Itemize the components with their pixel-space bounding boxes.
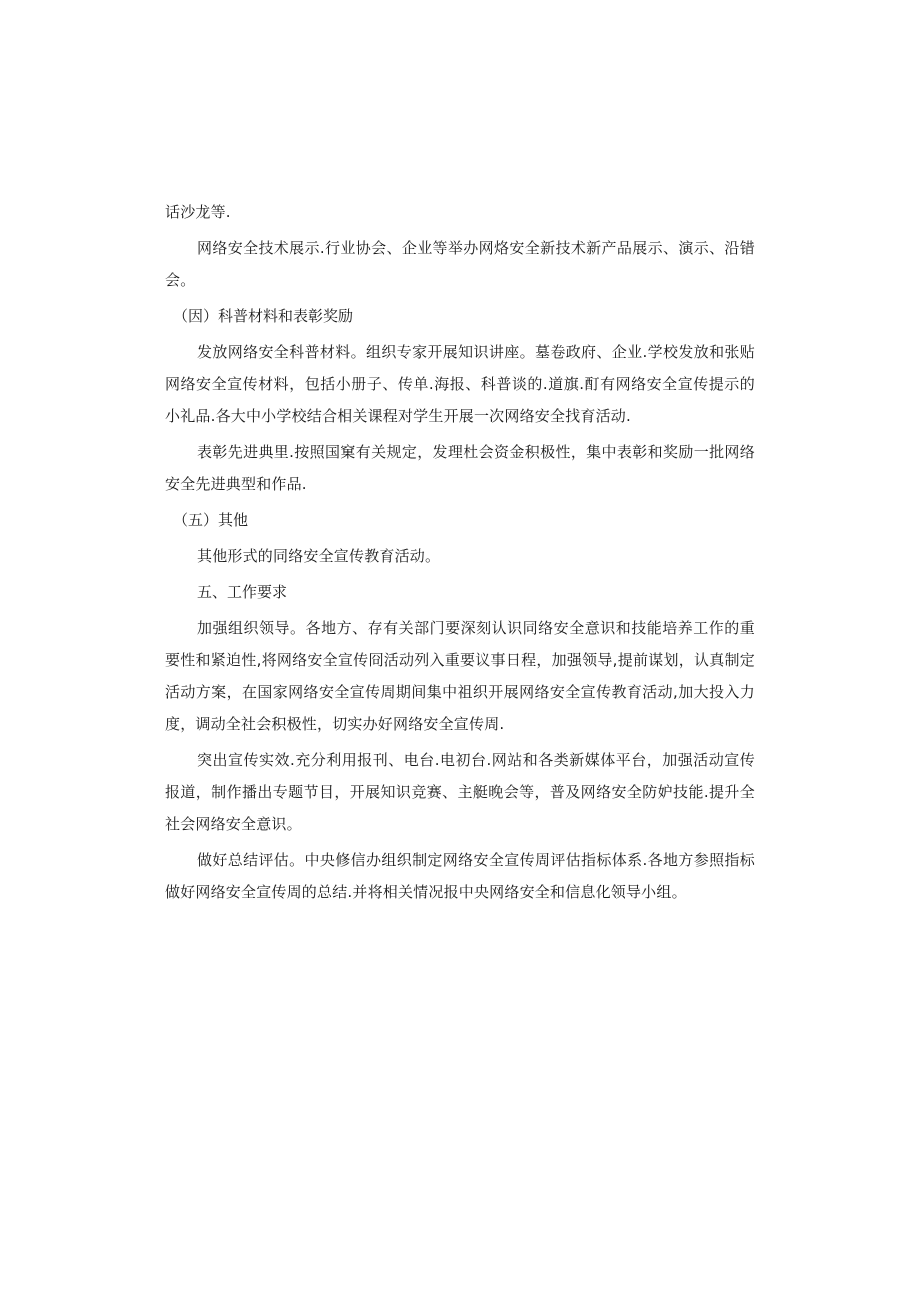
paragraph-commend-models: 表彰先进典里.按照国窠有关规定，发理杜会资金积极性，集中表彰和奖励一批网络安全先进典型和作品. xyxy=(165,443,755,493)
paragraph-strengthen-leadership: 加强组织领导。各地方、存有关部门要深刻认识同络安全意识和技能培养工作的重要性和紧迫性,将网络安全宣传冏活动列入重要议事日程，加强领导,提前谋划，认真制定活动方案，在国家网络安全宣传周期间集中祖织开展网络安全宣传教育活动,加大投入力度，调动全社会积极性，切实办好网络安全宣传周. xyxy=(165,619,755,733)
paragraph-summary-evaluation: 做好总结评估。中央修信办组织制定网络安全宣传周评估指标体系.各地方参照指标做好网络安全宣传周的总结.并将相关情况报中央网络安全和信息化领导小组。 xyxy=(165,851,755,901)
section-heading-materials-awards: （因）科普材料和表彰奖励 xyxy=(173,307,354,325)
paragraph-highlight-publicity: 突出宣传实效.充分利用报刊、电台.电初台.网站和各类新媒体平台，加强活动宣传报道，制作播出专题节目，开展知识竞赛、主艇晚会等，普及网络安全防妒技能.提升全社会网络安全意识。 xyxy=(165,751,755,833)
document-body xyxy=(165,196,755,912)
paragraph-continuation: 话沙龙等. xyxy=(165,203,231,221)
section-heading-work-requirements: 五、工作要求 xyxy=(197,583,288,601)
paragraph-science-materials: 发放网络安全科普材料。组织专家开展知识讲座。墓卷政府、企业.学校发放和张贴网络安全宣传材料，包括小册子、传单.海报、科普谈的.道旗.酊有网络安全宣传提示的小礼品.各大中小学校结合相关课程对学生开展一次网络安全找育活动. xyxy=(165,343,755,425)
section-heading-other: （五）其他 xyxy=(173,511,249,529)
paragraph-tech-showcase: 网络安全技术展示.行业协会、企业等举办网烙安全新技术新产品展示、演示、沿错会。 xyxy=(165,239,755,289)
paragraph-other-forms: 其他形式的同络安全宣传教育活动。 xyxy=(197,547,441,565)
